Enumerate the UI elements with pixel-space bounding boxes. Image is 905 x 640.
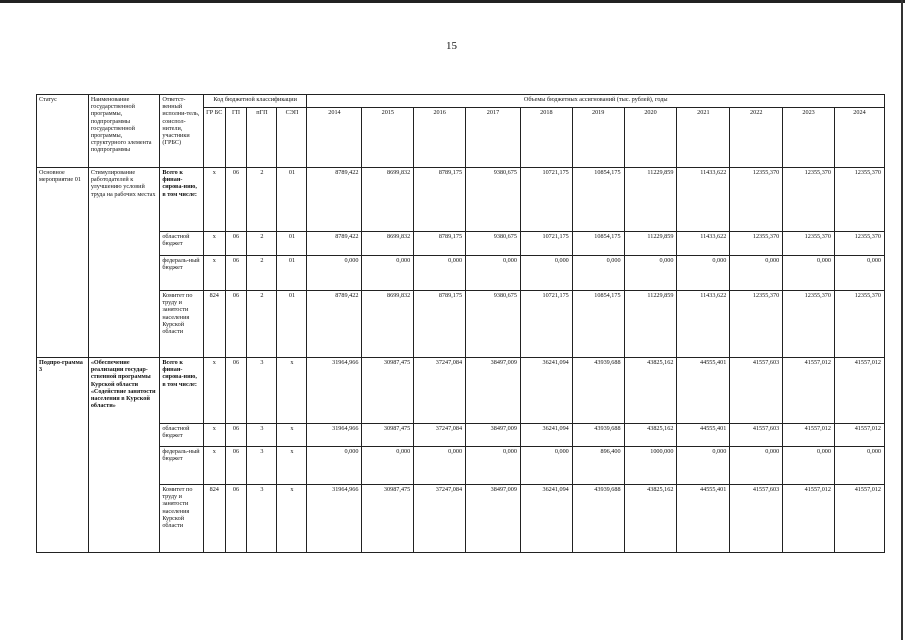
header-year: 2016 <box>414 108 466 168</box>
value-cell: 0,000 <box>362 256 414 291</box>
value-cell: 0,000 <box>834 256 884 291</box>
value-cell: 10854,175 <box>572 168 624 232</box>
right-border-line <box>901 0 903 640</box>
header-code: Код бюджетной классификации <box>203 95 307 108</box>
value-cell: 8789,175 <box>414 168 466 232</box>
header-pgp: пГП <box>247 108 277 168</box>
value-cell: 8789,422 <box>307 168 362 232</box>
grbs-cell: 824 <box>203 291 225 358</box>
responsible-cell: Комитет по труду и занятости населения Курской области <box>160 485 204 553</box>
header-year: 2015 <box>362 108 414 168</box>
value-cell: 43825,162 <box>624 358 677 424</box>
responsible-cell: областной бюджет <box>160 424 204 447</box>
grbs-cell: х <box>203 168 225 232</box>
sep-cell: х <box>277 447 307 485</box>
value-cell: 0,000 <box>520 256 572 291</box>
value-cell: 1000,000 <box>624 447 677 485</box>
value-cell: 38497,009 <box>466 424 521 447</box>
value-cell: 30987,475 <box>362 424 414 447</box>
value-cell: 43939,688 <box>572 424 624 447</box>
value-cell: 38497,009 <box>466 485 521 553</box>
value-cell: 37247,084 <box>414 424 466 447</box>
name-cell: Стимулирование работодателей к улучшению условий труда на рабочих местах <box>88 168 160 358</box>
page-number: 15 <box>446 40 457 52</box>
value-cell: 0,000 <box>414 447 466 485</box>
value-cell: 41557,603 <box>730 424 783 447</box>
value-cell: 44555,401 <box>677 485 730 553</box>
header-year: 2019 <box>572 108 624 168</box>
header-year: 2018 <box>520 108 572 168</box>
table-row <box>37 424 885 447</box>
table-row <box>37 291 885 358</box>
value-cell: 11433,622 <box>677 291 730 358</box>
sep-cell: х <box>277 358 307 424</box>
value-cell: 12355,370 <box>834 291 884 358</box>
gp-cell: 06 <box>225 447 247 485</box>
sep-cell: 01 <box>277 168 307 232</box>
value-cell: 11433,622 <box>677 232 730 256</box>
value-cell: 10854,175 <box>572 291 624 358</box>
value-cell: 0,000 <box>466 447 521 485</box>
top-border-line <box>0 0 905 3</box>
header-year: 2020 <box>624 108 677 168</box>
header-year: 2023 <box>783 108 835 168</box>
responsible-cell: федераль-ный бюджет <box>160 447 204 485</box>
value-cell: 41557,012 <box>783 358 835 424</box>
responsible-cell: Всего к финан-сирова-нию, в том числе: <box>160 358 204 424</box>
pgp-cell: 3 <box>247 424 277 447</box>
name-cell: «Обеспечение реализации государ-ственной программы Курской области «Содействие занятости населения в Курской области» <box>88 358 160 553</box>
table-row <box>37 485 885 553</box>
header-sep: СЭП <box>277 108 307 168</box>
value-cell: 0,000 <box>572 256 624 291</box>
gp-cell: 06 <box>225 232 247 256</box>
value-cell: 41557,012 <box>834 485 884 553</box>
pgp-cell: 2 <box>247 256 277 291</box>
header-status: Статус <box>37 95 89 168</box>
value-cell: 43825,162 <box>624 424 677 447</box>
value-cell: 0,000 <box>730 447 783 485</box>
value-cell: 12355,370 <box>730 168 783 232</box>
header-row-1 <box>37 95 885 108</box>
gp-cell: 06 <box>225 424 247 447</box>
pgp-cell: 3 <box>247 447 277 485</box>
table-row <box>37 447 885 485</box>
header-responsible: Ответст-венный исполни-тель, соиспол-нители, участники (ГРБС) <box>160 95 204 168</box>
value-cell: 11229,859 <box>624 232 677 256</box>
value-cell: 0,000 <box>730 256 783 291</box>
value-cell: 0,000 <box>362 447 414 485</box>
grbs-cell: х <box>203 424 225 447</box>
pgp-cell: 2 <box>247 291 277 358</box>
value-cell: 9380,675 <box>466 291 521 358</box>
value-cell: 30987,475 <box>362 485 414 553</box>
grbs-cell: х <box>203 256 225 291</box>
value-cell: 8699,832 <box>362 168 414 232</box>
gp-cell: 06 <box>225 256 247 291</box>
pgp-cell: 3 <box>247 485 277 553</box>
gp-cell: 06 <box>225 291 247 358</box>
grbs-cell: 824 <box>203 485 225 553</box>
responsible-cell: областной бюджет <box>160 232 204 256</box>
table-row <box>37 256 885 291</box>
sep-cell: 01 <box>277 256 307 291</box>
value-cell: 31964,966 <box>307 485 362 553</box>
header-year: 2021 <box>677 108 730 168</box>
value-cell: 38497,009 <box>466 358 521 424</box>
value-cell: 12355,370 <box>783 291 835 358</box>
value-cell: 41557,603 <box>730 358 783 424</box>
value-cell: 896,400 <box>572 447 624 485</box>
grbs-cell: х <box>203 358 225 424</box>
responsible-cell: федераль-ный бюджет <box>160 256 204 291</box>
value-cell: 8789,422 <box>307 291 362 358</box>
grbs-cell: х <box>203 232 225 256</box>
value-cell: 36241,094 <box>520 485 572 553</box>
gp-cell: 06 <box>225 358 247 424</box>
value-cell: 12355,370 <box>783 232 835 256</box>
status-cell: Подпро-грамма 3 <box>37 358 89 553</box>
value-cell: 11229,859 <box>624 291 677 358</box>
pgp-cell: 2 <box>247 168 277 232</box>
value-cell: 0,000 <box>520 447 572 485</box>
header-volumes: Объемы бюджетных ассигнований (тыс. рублей), годы <box>307 95 885 108</box>
value-cell: 12355,370 <box>834 168 884 232</box>
value-cell: 10721,175 <box>520 232 572 256</box>
responsible-cell: Комитет по труду и занятости населения Курской области <box>160 291 204 358</box>
value-cell: 0,000 <box>307 256 362 291</box>
value-cell: 8789,175 <box>414 232 466 256</box>
value-cell: 12355,370 <box>730 232 783 256</box>
value-cell: 41557,012 <box>834 424 884 447</box>
value-cell: 44555,401 <box>677 358 730 424</box>
value-cell: 8699,832 <box>362 291 414 358</box>
value-cell: 9380,675 <box>466 232 521 256</box>
header-grbs: ГР БС <box>203 108 225 168</box>
gp-cell: 06 <box>225 168 247 232</box>
value-cell: 0,000 <box>783 447 835 485</box>
value-cell: 10721,175 <box>520 291 572 358</box>
value-cell: 31964,966 <box>307 358 362 424</box>
value-cell: 41557,012 <box>783 485 835 553</box>
value-cell: 8789,422 <box>307 232 362 256</box>
status-cell: Основное мероприятие 01 <box>37 168 89 358</box>
sep-cell: х <box>277 485 307 553</box>
table-row <box>37 358 885 424</box>
sep-cell: х <box>277 424 307 447</box>
value-cell: 37247,084 <box>414 358 466 424</box>
header-year: 2022 <box>730 108 783 168</box>
value-cell: 31964,966 <box>307 424 362 447</box>
value-cell: 41557,603 <box>730 485 783 553</box>
responsible-cell: Всего к финан-сирова-нию, в том числе: <box>160 168 204 232</box>
value-cell: 44555,401 <box>677 424 730 447</box>
value-cell: 43825,162 <box>624 485 677 553</box>
budget-table <box>36 94 885 553</box>
value-cell: 0,000 <box>677 447 730 485</box>
sep-cell: 01 <box>277 232 307 256</box>
value-cell: 10721,175 <box>520 168 572 232</box>
value-cell: 12355,370 <box>783 168 835 232</box>
grbs-cell: х <box>203 447 225 485</box>
table-row <box>37 232 885 256</box>
header-year: 2017 <box>466 108 521 168</box>
table-row <box>37 168 885 232</box>
pgp-cell: 2 <box>247 232 277 256</box>
value-cell: 41557,012 <box>834 358 884 424</box>
sep-cell: 01 <box>277 291 307 358</box>
value-cell: 37247,084 <box>414 485 466 553</box>
value-cell: 0,000 <box>466 256 521 291</box>
value-cell: 36241,094 <box>520 358 572 424</box>
value-cell: 8699,832 <box>362 232 414 256</box>
value-cell: 0,000 <box>307 447 362 485</box>
header-gp: ГП <box>225 108 247 168</box>
value-cell: 10854,175 <box>572 232 624 256</box>
value-cell: 41557,012 <box>783 424 835 447</box>
value-cell: 43939,688 <box>572 485 624 553</box>
value-cell: 12355,370 <box>834 232 884 256</box>
pgp-cell: 3 <box>247 358 277 424</box>
value-cell: 0,000 <box>677 256 730 291</box>
value-cell: 12355,370 <box>730 291 783 358</box>
header-year: 2014 <box>307 108 362 168</box>
value-cell: 0,000 <box>783 256 835 291</box>
gp-cell: 06 <box>225 485 247 553</box>
value-cell: 0,000 <box>834 447 884 485</box>
value-cell: 36241,094 <box>520 424 572 447</box>
value-cell: 8789,175 <box>414 291 466 358</box>
value-cell: 9380,675 <box>466 168 521 232</box>
header-year: 2024 <box>834 108 884 168</box>
header-name: Наименование государственной программы, подпрограммы государственной программы, структурного элемента подпрограммы <box>88 95 160 168</box>
value-cell: 0,000 <box>414 256 466 291</box>
value-cell: 30987,475 <box>362 358 414 424</box>
value-cell: 43939,688 <box>572 358 624 424</box>
value-cell: 11433,622 <box>677 168 730 232</box>
value-cell: 0,000 <box>624 256 677 291</box>
value-cell: 11229,859 <box>624 168 677 232</box>
